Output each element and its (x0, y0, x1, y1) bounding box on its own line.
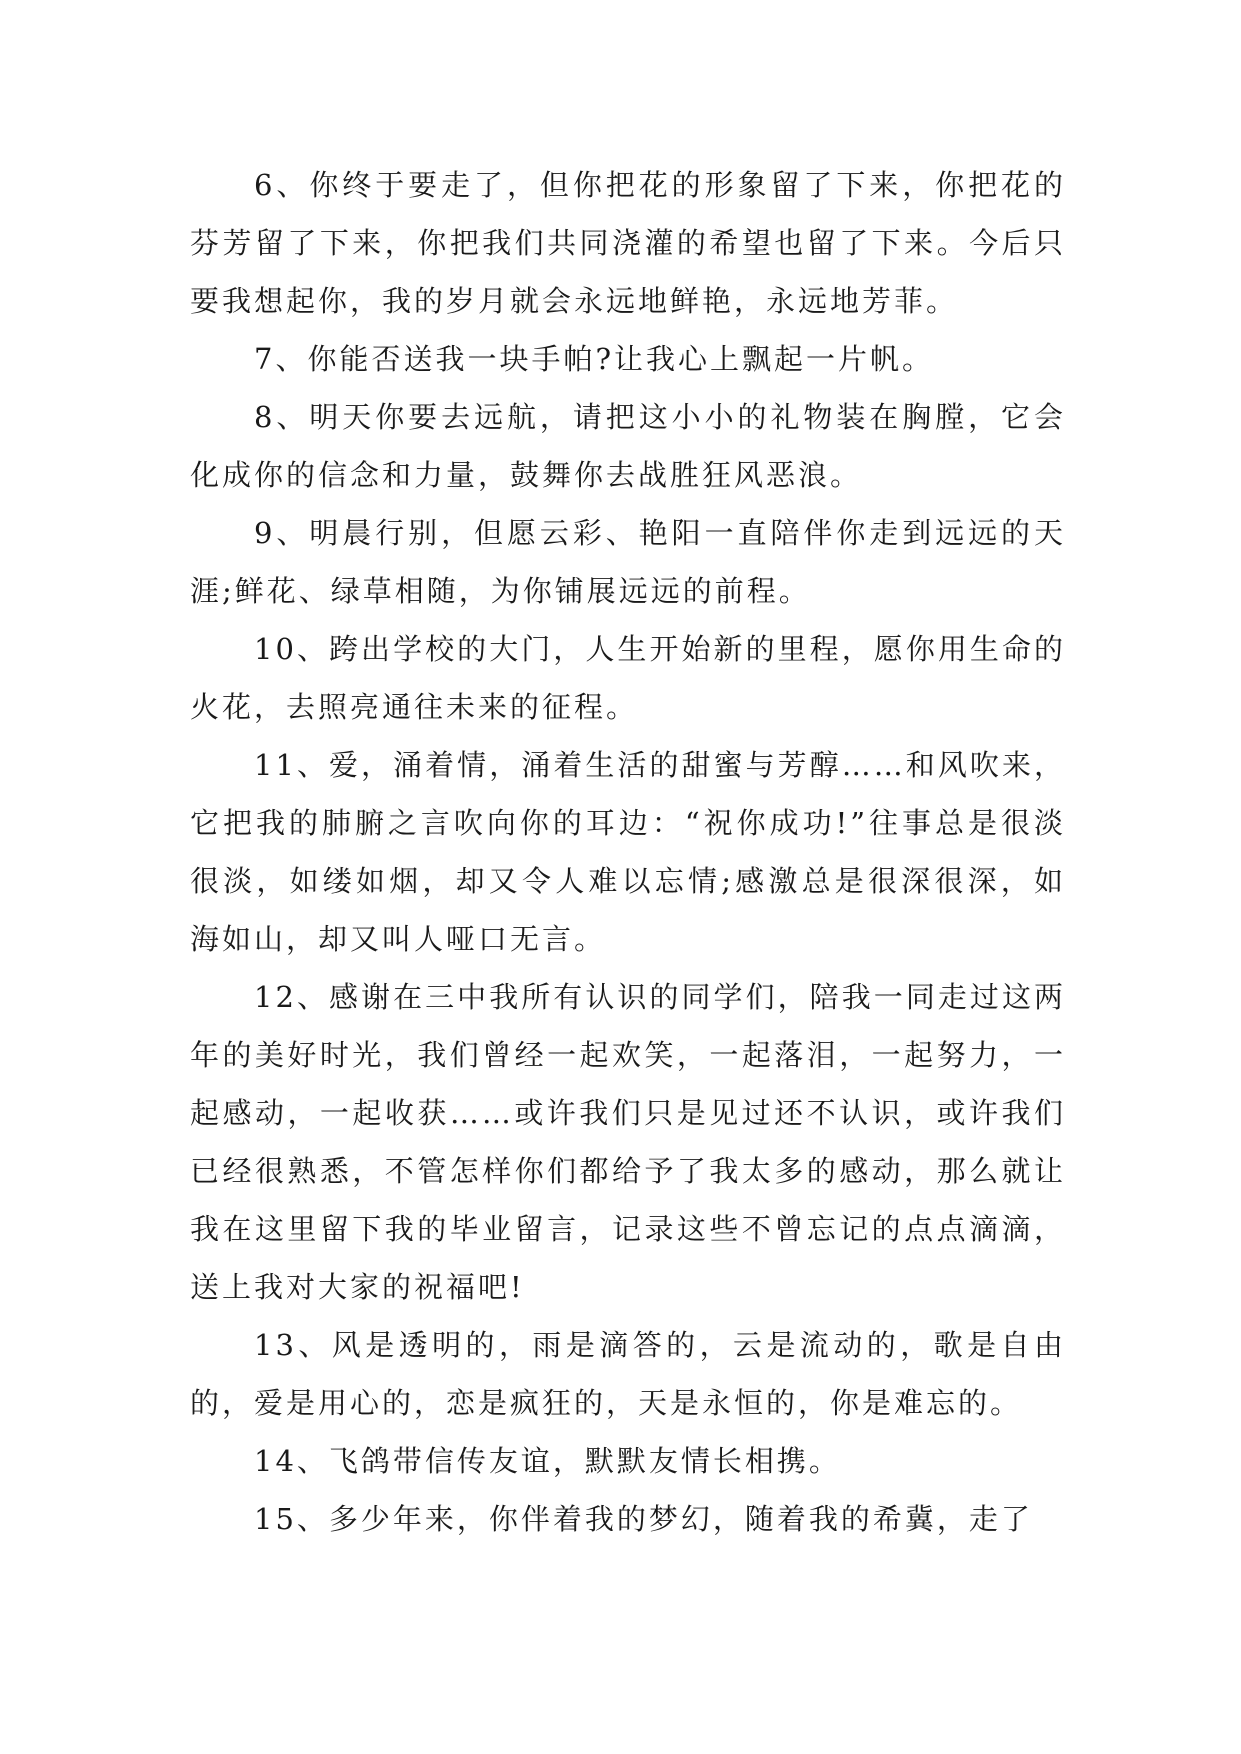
paragraph-14: 14、飞鸽带信传友谊，默默友情长相携。 (254, 1444, 841, 1478)
paragraph-10: 10、跨出学校的大门，人生开始新的里程，愿你用生命的火花，去照亮通往未来的征程。 (190, 632, 1066, 724)
paragraph-15: 15、多少年来，你伴着我的梦幻，随着我的希冀，走了 (254, 1502, 1033, 1536)
paragraph-8: 8、明天你要去远航，请把这小小的礼物装在胸膛，它会化成你的信念和力量，鼓舞你去战胜狂风恶浪。 (190, 400, 1066, 492)
paragraph-13: 13、风是透明的，雨是滴答的，云是流动的，歌是自由的，爱是用心的，恋是疯狂的，天是永恒的，你是难忘的。 (190, 1328, 1066, 1420)
paragraph-11: 11、爱，涌着情，涌着生活的甜蜜与芳醇……和风吹来，它把我的肺腑之言吹向你的耳边：“祝你成功!”往事总是很淡很淡，如缕如烟，却又令人难以忘情;感激总是很深很深，如海如山，却又叫人哑口无言。 (190, 748, 1066, 956)
paragraph-9: 9、明晨行别，但愿云彩、艳阳一直陪伴你走到远远的天涯;鲜花、绿草相随，为你铺展远远的前程。 (190, 516, 1066, 608)
paragraph-7: 7、你能否送我一块手帕?让我心上飘起一片帆。 (254, 342, 934, 376)
document-body (190, 156, 1066, 1548)
paragraph-12: 12、感谢在三中我所有认识的同学们，陪我一同走过这两年的美好时光，我们曾经一起欢笑，一起落泪，一起努力，一起感动，一起收获……或许我们只是见过还不认识，或许我们已经很熟悉，不管怎样你们都给予了我太多的感动，那么就让我在这里留下我的毕业留言，记录这些不曾忘记的点点滴滴，送上我对大家的祝福吧! (190, 980, 1066, 1304)
paragraph-6: 6、你终于要走了，但你把花的形象留了下来，你把花的芬芳留了下来，你把我们共同浇灌的希望也留了下来。今后只要我想起你，我的岁月就会永远地鲜艳，永远地芳菲。 (190, 168, 1066, 318)
